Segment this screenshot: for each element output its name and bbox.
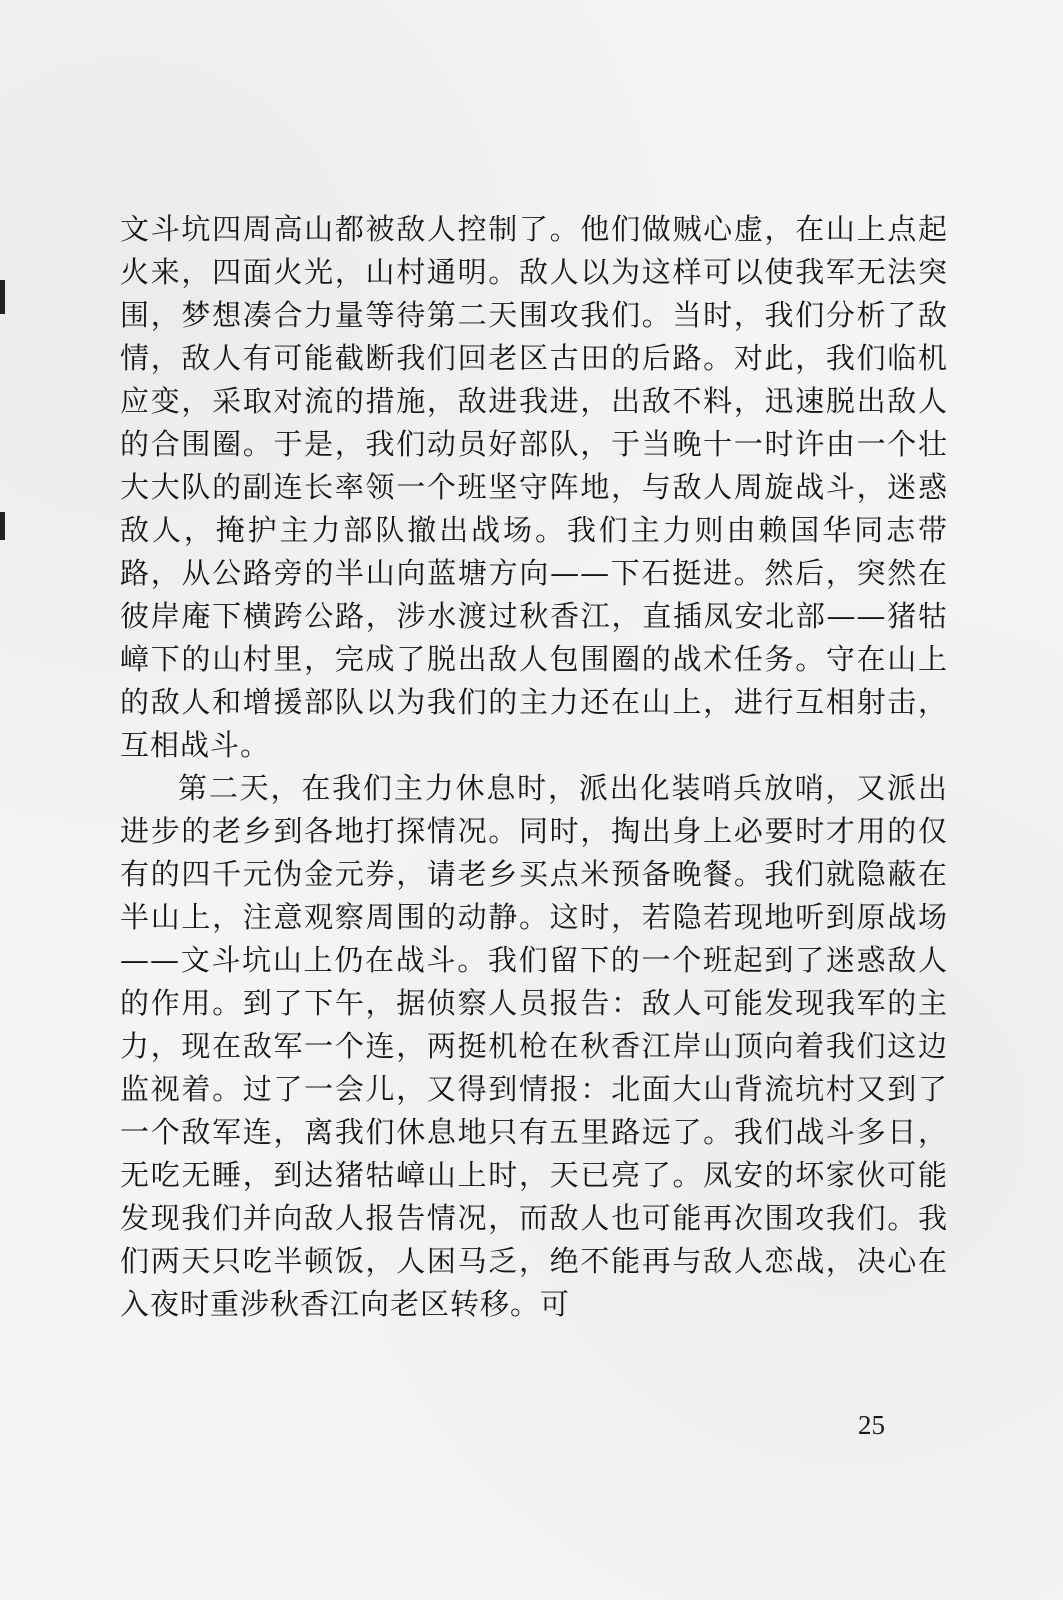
paragraph-2: 第二天，在我们主力休息时，派出化装哨兵放哨，又派出进步的老乡到各地打探情况。同时，掏出身上必要时才用的仅有的四千元伪金元券，请老乡买点米预备晚餐。我们就隐蔽在半山上，注意观察周围的动静。这时，若隐若现地听到原战场——文斗坑山上仍在战斗。我们留下的一个班起到了迷惑敌人的作用。到了下午，据侦察人员报告：敌人可能发现我军的主力，现在敌军一个连，两挺机枪在秋香江岸山顶向着我们这边监视着。过了一会儿，又得到情报：北面大山背流坑村又到了一个敌军连，离我们休息地只有五里路远了。我们战斗多日，无吃无睡，到达猪牯嶂山上时，天已亮了。凤安的坏家伙可能发现我们并向敌人报告情况，而敌人也可能再次围攻我们。我们两天只吃半顿饭，人困马乏，绝不能再与敌人恋战，决心在入夜时重涉秋香江向老区转移。可 (120, 771, 948, 1321)
paragraph-1: 文斗坑四周高山都被敌人控制了。他们做贼心虚，在山上点起火来，四面火光，山村通明。敌人以为这样可以使我军无法突围，梦想凑合力量等待第二天围攻我们。当时，我们分析了敌情，敌人有可能截断我们回老区古田的后路。对此，我们临机应变，采取对流的措施，敌进我进，出敌不料，迅速脱出敌人的合围圈。于是，我们动员好部队，于当晚十一时许由一个壮大大队的副连长率领一个班坚守阵地，与敌人周旋战斗，迷惑敌人，掩护主力部队撤出战场。我们主力则由赖国华同志带路，从公路旁的半山向蓝塘方向——下石挺进。然后，突然在彼岸庵下横跨公路，涉水渡过秋香江，直插凤安北部——猪牯嶂下的山村里，完成了脱出敌人包围圈的战术任务。守在山上的敌人和增援部队以为我们的主力还在山上，进行互相射击，互相战斗。 (120, 212, 948, 762)
body-text (120, 208, 948, 1326)
scan-edge-mark (0, 512, 5, 540)
scan-edge-mark (0, 280, 5, 314)
page-number: 25 (858, 1410, 885, 1440)
